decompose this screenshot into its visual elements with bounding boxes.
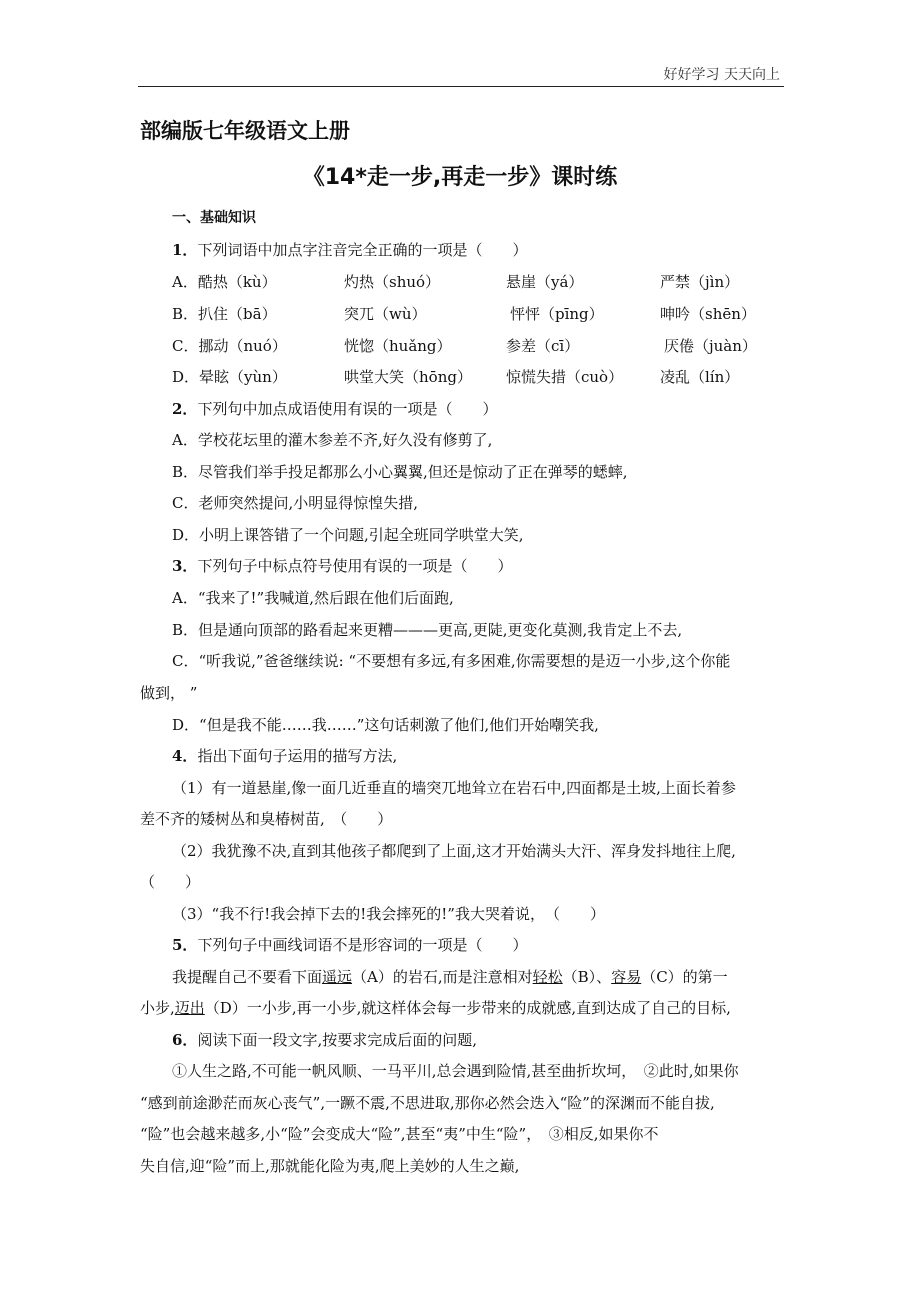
- passage-text: （B）、: [562, 968, 612, 986]
- question-2: [172, 399, 497, 419]
- option-cell: 恍惚（huǎng）: [344, 337, 452, 355]
- option-row-d: [172, 367, 772, 387]
- question-text: 阅读下面一段文字,按要求完成后面的问题,: [197, 1031, 477, 1049]
- option-cell: A．酷热（kù）: [172, 273, 277, 291]
- q6-passage-line-3: “险”也会越来越多,小“险”会变成大“险”,甚至“夷”中生“险”， ③相反,如果你不: [140, 1125, 659, 1143]
- option-c-continued: 做到， ”: [140, 684, 198, 702]
- option-row-b: [172, 304, 772, 324]
- passage-text: 小步,: [140, 999, 175, 1017]
- passage-text: 我提醒自己不要看下面: [172, 968, 323, 986]
- option-cell: 悬崖（yá）: [506, 273, 584, 291]
- option-b: B．但是通向顶部的路看起来更糟———更高,更陡,更变化莫测,我肯定上不去,: [172, 621, 683, 639]
- option-row-c: [172, 336, 772, 356]
- passage-text: （C）的第一: [641, 968, 728, 986]
- option-cell: 参差（cī）: [506, 337, 580, 355]
- option-cell: 呻吟（shēn）: [660, 305, 756, 323]
- question-6: [172, 1030, 477, 1050]
- question-5: [172, 935, 527, 955]
- option-d: D．“但是我不能……我……”这句话刺激了他们,他们开始嘲笑我,: [172, 716, 599, 734]
- sub-question-2-continued: （ ）: [140, 873, 201, 891]
- question-number: 1．: [172, 241, 198, 259]
- option-cell: C．挪动（nuó）: [172, 337, 287, 355]
- sub-question-2: （2）我犹豫不决,直到其他孩子都爬到了上面,这才开始满头大汗、浑身发抖地往上爬,: [172, 842, 736, 860]
- question-1: [172, 240, 527, 260]
- question-text: 指出下面句子运用的描写方法,: [197, 747, 398, 765]
- q6-passage-line-2: “感到前途渺茫而灰心丧气”,一蹶不震,不思进取,那你必然会迭入“险”的深渊而不能自拔,: [140, 1094, 715, 1112]
- question-text: 下列词语中加点字注音完全正确的一项是（ ）: [197, 241, 528, 259]
- option-cell: 怦怦（pīng）: [510, 305, 604, 323]
- q6-passage-line-4: 失自信,迎“险”而上,那就能化险为夷,爬上美妙的人生之巅,: [140, 1157, 520, 1175]
- sub-question-1: （1）有一道悬崖,像一面几近垂直的墙突兀地耸立在岩石中,四面都是土坡,上面长着参: [172, 779, 736, 797]
- question-number: 4．: [172, 747, 198, 765]
- option-cell: 厌倦（juàn）: [664, 337, 757, 355]
- option-cell: 惊慌失措（cuò）: [506, 368, 624, 386]
- option-cell: 凌乱（lín）: [660, 368, 740, 386]
- question-text: 下列句子中画线词语不是形容词的一项是（ ）: [197, 936, 528, 954]
- option-a: A．学校花坛里的灌木参差不齐,好久没有修剪了,: [172, 431, 493, 449]
- option-cell: 突兀（wù）: [344, 305, 427, 323]
- option-cell: 严禁（jìn）: [660, 273, 740, 291]
- option-row-a: [172, 272, 772, 292]
- passage-text: （D）一小步,再一小步,就这样体会每一步带来的成就感,直到达成了自己的目标,: [204, 999, 731, 1017]
- option-cell: 哄堂大笑（hōng）: [344, 368, 472, 386]
- question-4: [172, 746, 397, 766]
- question-text: 下列句子中标点符号使用有误的一项是（ ）: [197, 557, 513, 575]
- question-number: 5．: [172, 936, 198, 954]
- underlined-word-d: 迈出: [174, 999, 205, 1017]
- document-subtitle: 《14*走一步,再走一步》课时练: [302, 165, 618, 190]
- question-text: 下列句中加点成语使用有误的一项是（ ）: [197, 400, 498, 418]
- option-b: B．尽管我们举手投足都那么小心翼翼,但还是惊动了正在弹琴的蟋蟀,: [172, 463, 628, 481]
- header-slogan: 好好学习 天天向上: [663, 67, 780, 83]
- section-heading: 一、基础知识: [172, 210, 256, 226]
- q5-passage-line-2: [140, 998, 731, 1018]
- question-number: 6．: [172, 1031, 198, 1049]
- sub-question-1-continued: 差不齐的矮树丛和臭椿树苗, （ ）: [140, 810, 393, 828]
- underlined-word-c: 容易: [611, 968, 642, 986]
- option-cell: B．扒住（bā）: [172, 305, 277, 323]
- document-title: 部编版七年级语文上册: [140, 119, 350, 143]
- option-a: A．“我来了!”我喊道,然后跟在他们后面跑,: [172, 589, 454, 607]
- q5-passage-line-1: [172, 967, 728, 987]
- passage-text: （A）的岩石,而是注意相对: [352, 968, 533, 986]
- question-number: 3．: [172, 557, 198, 575]
- option-cell: 灼热（shuó）: [344, 273, 441, 291]
- sub-question-3: （3）“我不行!我会掉下去的!我会摔死的!”我大哭着说， （ ）: [172, 905, 605, 923]
- option-cell: D．晕眩（yùn）: [172, 368, 287, 386]
- question-3: [172, 556, 512, 576]
- question-number: 2．: [172, 400, 198, 418]
- underlined-word-b: 轻松: [532, 968, 563, 986]
- option-c: C．“听我说,”爸爸继续说: “不要想有多远,有多困难,你需要想的是迈一小步,这个你能: [172, 652, 731, 670]
- q6-passage-line-1: ①人生之路,不可能一帆风顺、一马平川,总会遇到险情,甚至曲折坎坷， ②此时,如果你: [172, 1062, 739, 1080]
- underlined-word-a: 遥远: [322, 968, 353, 986]
- option-d: D．小明上课答错了一个问题,引起全班同学哄堂大笑,: [172, 526, 524, 544]
- option-c: C．老师突然提问,小明显得惊惶失措,: [172, 494, 419, 512]
- header-divider: [138, 86, 784, 87]
